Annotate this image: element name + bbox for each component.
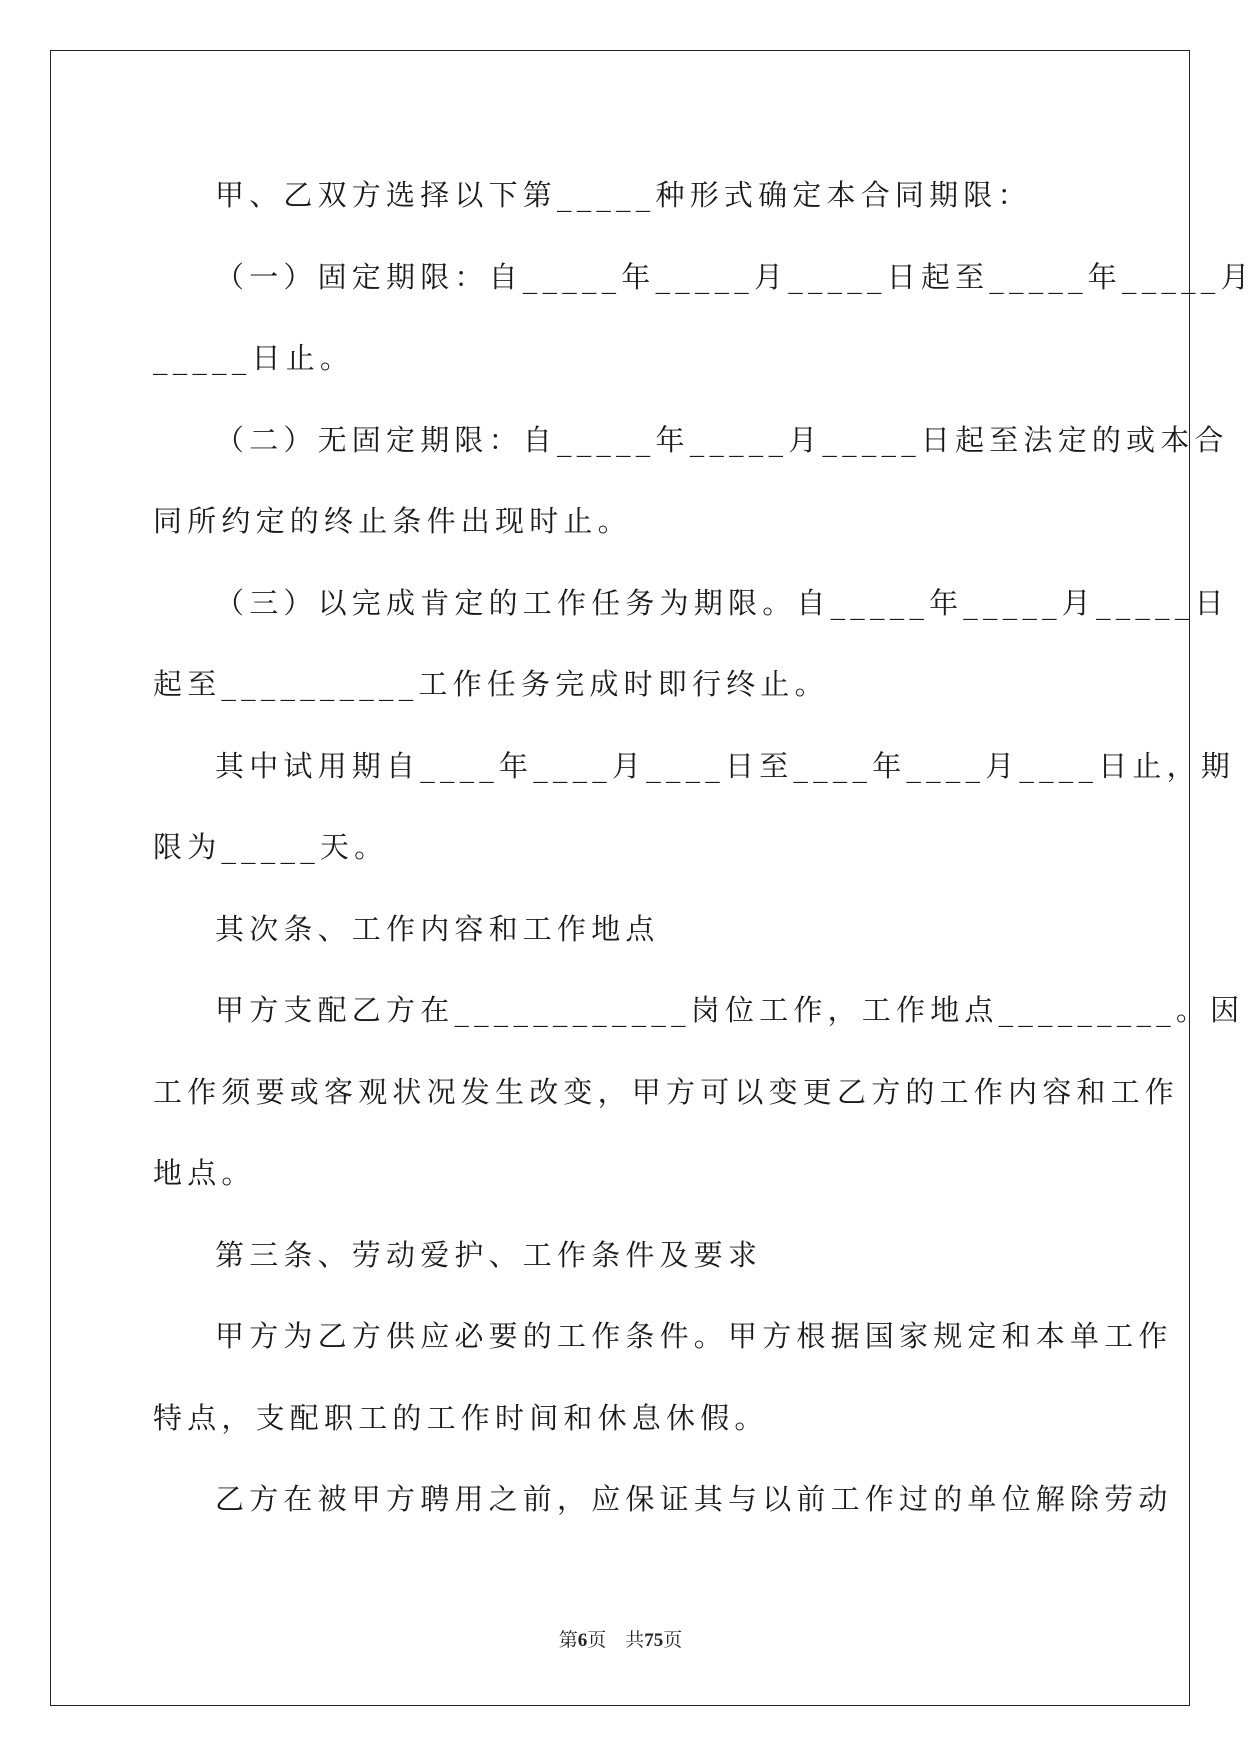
current-page-number: 6 (577, 1630, 588, 1651)
footer-middle: 页 共 (587, 1629, 645, 1651)
text-line: （二）无固定期限：自_____年_____月_____日起至法定的或本合 (215, 422, 1229, 457)
text-line: 其中试用期自____年____月____日至____年____月____日止，期 (215, 748, 1236, 783)
text-line: 起至__________工作任务完成时即行终止。 (153, 667, 829, 701)
text-line: 特点，支配职工的工作时间和休息休假。 (153, 1400, 769, 1435)
text-line: 乙方在被甲方聘用之前，应保证其与以前工作过的单位解除劳动 (215, 1482, 1173, 1516)
text-line: （一）固定期限：自_____年_____月_____日起至_____年_____月 (215, 259, 1255, 294)
document-body (153, 155, 1255, 1541)
page-footer (0, 1628, 1241, 1653)
text-line: 限为_____天。 (153, 830, 389, 864)
footer-suffix: 页 (663, 1629, 683, 1651)
text-line: 工作须要或客观状况发生改变，甲方可以变更乙方的工作内容和工作 (153, 1074, 1180, 1109)
text-line: 同所约定的终止条件出现时止。 (153, 504, 632, 538)
text-line: （三）以完成肯定的工作任务为期限。自_____年_____月_____日 (215, 585, 1229, 620)
text-line: 第三条、劳动爱护、工作条件及要求 (215, 1237, 763, 1272)
footer-prefix: 第 (558, 1629, 578, 1651)
text-line: 甲方支配乙方在____________岗位工作，工作地点_________。因 (215, 993, 1245, 1027)
text-line: 甲、乙双方选择以下第_____种形式确定本合同期限： (215, 178, 1032, 212)
text-line: 其次条、工作内容和工作地点 (215, 911, 660, 946)
text-line: _____日止。 (153, 341, 355, 375)
total-page-count: 75 (644, 1630, 664, 1651)
text-line: 地点。 (153, 1156, 256, 1190)
text-line: 甲方为乙方供应必要的工作条件。甲方根据国家规定和本单工作 (215, 1319, 1173, 1353)
